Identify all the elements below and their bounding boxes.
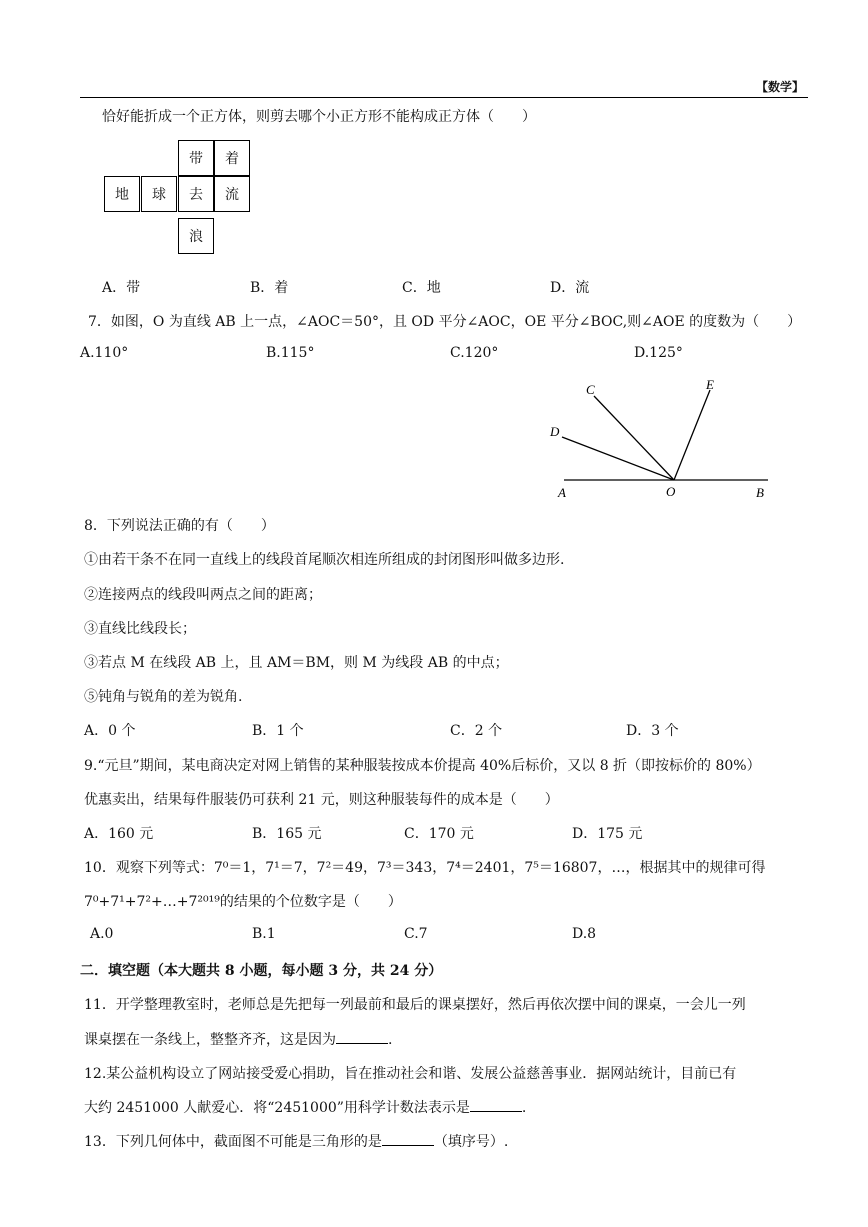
q11-answer-blank[interactable] — [336, 1031, 388, 1044]
header-rule — [80, 97, 808, 98]
q10-choices — [80, 926, 780, 946]
q13-answer-blank[interactable] — [382, 1133, 434, 1146]
q11-line1: 11．开学整理教室时，老师总是先把每一列最前和最后的课桌摆好，然后再依次摆中间的课桌，一会儿一列 — [84, 997, 746, 1013]
q6-choices — [80, 277, 780, 297]
q6-choice-b[interactable]: B．着 — [250, 280, 289, 296]
q9-choice-a[interactable]: A．160 元 — [84, 826, 154, 842]
q11-line2-end: . — [388, 1032, 393, 1048]
label-d: D — [550, 424, 560, 439]
q8-choices — [80, 720, 780, 740]
q8-item-5: ⑤钝角与锐角的差为锐角. — [84, 689, 243, 705]
q8-item-1: ①由若干条不在同一直线上的线段首尾顺次相连所组成的封闭图形叫做多边形. — [84, 552, 565, 568]
q13-text: 13．下列几何体中，截面图不可能是三角形的是 — [84, 1134, 382, 1150]
q6-stem: 恰好能折成一个正方体，则剪去哪个小正方形不能构成正方体（ ） — [102, 109, 536, 125]
q8-stem: 8．下列说法正确的有（ ） — [84, 518, 275, 534]
label-c: C — [586, 382, 595, 397]
q9-choices — [80, 823, 780, 843]
q10-choice-d[interactable]: D.8 — [572, 926, 597, 942]
q8-item-4: ③若点 M 在线段 AB 上，且 AM＝BM，则 M 为线段 AB 的中点； — [84, 655, 509, 671]
net-cell-mid-1: 地 — [104, 176, 140, 212]
label-o: O — [666, 484, 676, 499]
angle-figure — [548, 370, 778, 505]
net-cell-mid-2: 球 — [141, 176, 177, 212]
label-a: A — [558, 485, 566, 500]
q6-choice-d[interactable]: D．流 — [550, 280, 590, 296]
q9-choice-b[interactable]: B．165 元 — [252, 826, 322, 842]
q13-end: （填序号）. — [433, 1134, 509, 1150]
q12-line2-text: 大约 2451000 人献爱心．将“2451000”用科学计数法表示是 — [84, 1100, 470, 1116]
q12-answer-blank[interactable] — [470, 1099, 522, 1112]
q7-choice-b[interactable]: B.115° — [266, 345, 315, 361]
ray-oe — [674, 390, 710, 480]
section-fill-in-title: 二．填空题（本大题共 8 小题，每小题 3 分，共 24 分） — [80, 963, 443, 979]
q10-choice-a[interactable]: A.0 — [90, 926, 114, 942]
q6-choice-c[interactable]: C．地 — [402, 280, 441, 296]
label-b: B — [756, 485, 764, 500]
q8-choice-c[interactable]: C．2 个 — [450, 723, 503, 739]
net-cell-mid-4: 流 — [214, 176, 250, 212]
q12-line1: 12.某公益机构设立了网站接受爱心捐助，旨在推动社会和谐、发展公益慈善事业．据网站统计，目前已有 — [84, 1066, 737, 1082]
q12-line2-end: . — [521, 1100, 527, 1116]
q7-choice-d[interactable]: D.125° — [634, 345, 683, 361]
subject-tag: 【数学】 — [755, 80, 804, 94]
q7-stem: 7．如图，O 为直线 AB 上一点，∠AOC＝50°，且 OD 平分∠AOC，OE 平分∠BOC,则∠AOE 的度数为（ ） — [88, 314, 802, 330]
q13-line — [84, 1131, 508, 1151]
q12-line2 — [84, 1097, 526, 1117]
q8-choice-d[interactable]: D．3 个 — [626, 723, 679, 739]
q7-choice-c[interactable]: C.120° — [450, 345, 499, 361]
q11-line2 — [84, 1029, 392, 1049]
q11-line2-text: 课桌摆在一条线上，整整齐齐，这是因为 — [84, 1032, 336, 1048]
q8-choice-a[interactable]: A．0 个 — [84, 723, 136, 739]
q10-stem-line2: 7⁰+7¹+7²+…+7²⁰¹⁹的结果的个位数字是（ ） — [84, 894, 402, 910]
q9-choice-d[interactable]: D．175 元 — [572, 826, 643, 842]
q9-choice-c[interactable]: C．170 元 — [404, 826, 474, 842]
net-cell-bottom: 浪 — [178, 218, 214, 254]
label-e: E — [706, 377, 714, 392]
q8-item-2: ②连接两点的线段叫两点之间的距离； — [84, 587, 322, 603]
q7-choices — [80, 345, 780, 365]
q6-choice-a[interactable]: A．带 — [102, 280, 141, 296]
net-cell-top-left: 带 — [178, 140, 214, 176]
q8-item-3: ③直线比线段长； — [84, 621, 196, 637]
q10-choice-c[interactable]: C.7 — [404, 926, 428, 942]
net-cell-mid-3: 去 — [178, 176, 214, 212]
q8-choice-b[interactable]: B．1 个 — [252, 723, 304, 739]
q10-stem-line1: 10．观察下列等式：7⁰＝1，7¹＝7，7²＝49，7³＝343，7⁴＝2401，7⁵＝16807，…，根据其中的规律可得 — [84, 860, 766, 876]
q9-stem-line1: 9.“元旦”期间，某电商决定对网上销售的某种服装按成本价提高 40%后标价，又以 8 折（即按标价的 80%） — [84, 758, 761, 774]
ray-od — [562, 437, 674, 480]
q10-choice-b[interactable]: B.1 — [252, 926, 276, 942]
ray-oc — [594, 396, 674, 480]
q7-choice-a[interactable]: A.110° — [80, 345, 129, 361]
q9-stem-line2: 优惠卖出，结果每件服装仍可获利 21 元，则这种服装每件的成本是（ ） — [84, 792, 559, 808]
net-cell-top-right: 着 — [214, 140, 250, 176]
